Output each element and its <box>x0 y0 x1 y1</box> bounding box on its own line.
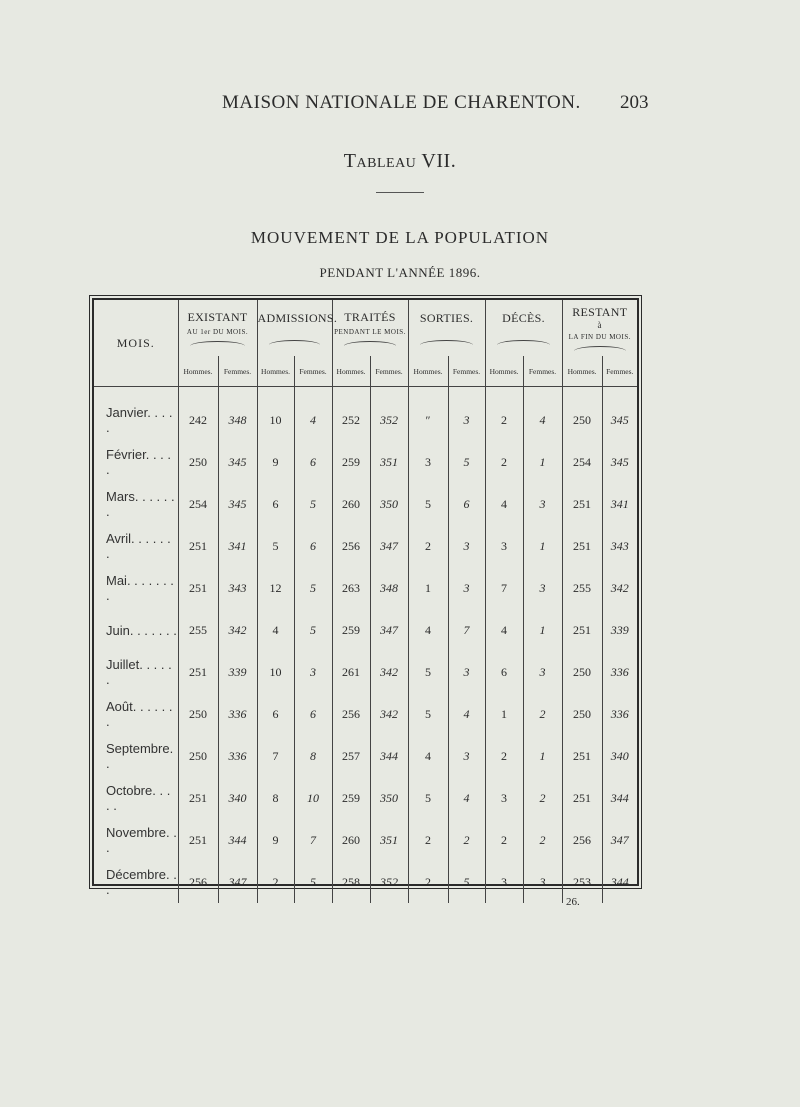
value-cell: 3 <box>448 525 485 567</box>
page-subtitle: PENDANT L'ANNÉE 1896. <box>319 265 481 280</box>
value-cell: 1 <box>408 567 448 609</box>
value-cell: 259 <box>332 441 370 483</box>
value-cell: 342 <box>370 651 408 693</box>
value-cell: 255 <box>562 567 602 609</box>
month-cell: Février. . . . . <box>106 447 172 477</box>
value-cell: 4 <box>448 777 485 819</box>
value-cell: 250 <box>562 399 602 441</box>
value-cell: 3 <box>485 861 523 903</box>
value-cell: 7 <box>448 609 485 651</box>
value-cell: 260 <box>332 483 370 525</box>
header-sorties-label: SORTIES. <box>419 310 474 325</box>
value-cell: 258 <box>332 861 370 903</box>
value-cell: 341 <box>218 525 257 567</box>
population-table-frame <box>92 298 639 897</box>
value-cell: 251 <box>562 735 602 777</box>
value-cell: 350 <box>370 483 408 525</box>
table-row <box>94 399 637 441</box>
value-cell: 3 <box>408 441 448 483</box>
value-cell: 6 <box>257 693 294 735</box>
brace-divider <box>190 341 245 346</box>
subheader-femmes: Femmes. <box>218 356 257 387</box>
value-cell: 1 <box>485 693 523 735</box>
value-cell: 251 <box>562 609 602 651</box>
month-cell: Mai. . . . . . . . <box>106 573 174 603</box>
value-cell: 351 <box>370 819 408 861</box>
value-cell: 5 <box>408 651 448 693</box>
brace-divider <box>574 346 626 351</box>
value-cell: 5 <box>257 525 294 567</box>
value-cell: 5 <box>294 609 332 651</box>
value-cell: 263 <box>332 567 370 609</box>
value-cell: 5 <box>408 693 448 735</box>
header-existant <box>178 300 257 356</box>
value-cell: 256 <box>332 525 370 567</box>
value-cell: 339 <box>602 609 637 651</box>
subheader-hommes: Hommes. <box>408 356 448 387</box>
title-divider <box>376 192 424 193</box>
value-cell: 10 <box>257 399 294 441</box>
value-cell: 345 <box>602 399 637 441</box>
value-cell: 250 <box>562 693 602 735</box>
value-cell: 250 <box>562 651 602 693</box>
header-deces-label: DÉCÈS. <box>502 310 545 325</box>
value-cell: 9 <box>257 819 294 861</box>
value-cell: 1 <box>523 525 562 567</box>
value-cell: 6 <box>448 483 485 525</box>
value-cell: 4 <box>294 399 332 441</box>
value-cell: 4 <box>448 693 485 735</box>
month-cell: Octobre. . . . . <box>106 783 171 813</box>
value-cell: 8 <box>294 735 332 777</box>
value-cell: 3 <box>294 651 332 693</box>
value-cell: 260 <box>332 819 370 861</box>
value-cell: 1 <box>523 735 562 777</box>
value-cell: 347 <box>602 819 637 861</box>
value-cell: 8 <box>257 777 294 819</box>
brace-divider <box>344 341 397 346</box>
value-cell: 352 <box>370 399 408 441</box>
value-cell: 251 <box>178 567 218 609</box>
table-row <box>94 735 637 777</box>
value-cell: 242 <box>178 399 218 441</box>
value-cell: 336 <box>218 735 257 777</box>
value-cell: 347 <box>370 609 408 651</box>
brace-divider <box>420 340 473 345</box>
value-cell: 3 <box>485 777 523 819</box>
brace-divider <box>497 340 550 345</box>
header-deces <box>485 300 562 356</box>
month-cell: Décembre. . . <box>106 867 177 897</box>
header-existant-label: EXISTANT <box>187 309 248 324</box>
header-restant-label: RESTANT <box>572 304 628 319</box>
value-cell: 7 <box>294 819 332 861</box>
value-cell: 345 <box>218 441 257 483</box>
value-cell: 251 <box>178 777 218 819</box>
value-cell: 251 <box>178 651 218 693</box>
subheader-femmes: Femmes. <box>294 356 332 387</box>
value-cell: 4 <box>408 609 448 651</box>
table-row <box>94 651 637 693</box>
value-cell: 6 <box>294 441 332 483</box>
value-cell: 3 <box>448 399 485 441</box>
value-cell: 251 <box>178 819 218 861</box>
value-cell: 2 <box>485 819 523 861</box>
value-cell: 7 <box>257 735 294 777</box>
value-cell: 251 <box>562 777 602 819</box>
value-cell: 1 <box>523 609 562 651</box>
header-traites-sub: PENDANT LE MOIS. <box>334 328 406 337</box>
value-cell: 251 <box>562 525 602 567</box>
table-row <box>94 693 637 735</box>
value-cell: 2 <box>408 819 448 861</box>
value-cell: 343 <box>218 567 257 609</box>
table-row <box>94 567 637 609</box>
table-row <box>94 483 637 525</box>
value-cell: 4 <box>523 399 562 441</box>
month-cell: Novembre. . . <box>106 825 177 855</box>
value-cell: 341 <box>602 483 637 525</box>
value-cell: 253 <box>562 861 602 903</box>
value-cell: 2 <box>523 777 562 819</box>
value-cell: 348 <box>370 567 408 609</box>
value-cell: 5 <box>294 861 332 903</box>
value-cell: 4 <box>257 609 294 651</box>
table-label: Tableau VII. <box>343 150 457 172</box>
header-admissions <box>257 300 338 356</box>
value-cell: 10 <box>294 777 332 819</box>
month-cell: Avril. . . . . . . <box>106 531 171 561</box>
header-mois: MOIS. <box>94 300 178 387</box>
header-restant-a: à <box>597 320 603 331</box>
value-cell: 347 <box>370 525 408 567</box>
value-cell: 4 <box>485 609 523 651</box>
value-cell: 336 <box>602 693 637 735</box>
value-cell: 5 <box>408 483 448 525</box>
value-cell: 336 <box>218 693 257 735</box>
value-cell: 257 <box>332 735 370 777</box>
value-cell: 342 <box>370 693 408 735</box>
table-row <box>94 441 637 483</box>
value-cell: 250 <box>178 735 218 777</box>
value-cell: ″ <box>408 399 448 441</box>
value-cell: 3 <box>523 861 562 903</box>
value-cell: 344 <box>218 819 257 861</box>
value-cell: 256 <box>562 819 602 861</box>
value-cell: 4 <box>485 483 523 525</box>
value-cell: 251 <box>178 525 218 567</box>
value-cell: 7 <box>485 567 523 609</box>
value-cell: 344 <box>602 777 637 819</box>
header-traites <box>332 300 408 356</box>
table-row <box>94 861 637 903</box>
month-cell: Août. . . . . . . <box>106 699 173 729</box>
value-cell: 348 <box>218 399 257 441</box>
value-cell: 252 <box>332 399 370 441</box>
value-cell: 344 <box>602 861 637 903</box>
population-table <box>94 300 637 903</box>
value-cell: 6 <box>294 693 332 735</box>
value-cell: 2 <box>523 693 562 735</box>
table-row <box>94 777 637 819</box>
value-cell: 2 <box>448 819 485 861</box>
value-cell: 254 <box>562 441 602 483</box>
value-cell: 2 <box>485 441 523 483</box>
header-restant <box>562 300 637 356</box>
value-cell: 259 <box>332 609 370 651</box>
value-cell: 2 <box>523 819 562 861</box>
value-cell: 5 <box>448 861 485 903</box>
subheader-femmes: Femmes. <box>602 356 637 387</box>
table-row <box>94 525 637 567</box>
signature-mark: 26. <box>566 896 580 908</box>
value-cell: 340 <box>602 735 637 777</box>
page-title: MOUVEMENT DE LA POPULATION <box>250 228 550 247</box>
value-cell: 347 <box>218 861 257 903</box>
value-cell: 343 <box>602 525 637 567</box>
month-cell: Juin. . . . . . . <box>106 622 177 638</box>
header-admissions-label: ADMISSIONS. <box>257 310 338 325</box>
value-cell: 3 <box>448 651 485 693</box>
table-body <box>94 387 637 904</box>
value-cell: 2 <box>485 399 523 441</box>
value-cell: 3 <box>448 735 485 777</box>
value-cell: 2 <box>257 861 294 903</box>
subheader-hommes: Hommes. <box>332 356 370 387</box>
value-cell: 5 <box>448 441 485 483</box>
subheader-hommes: Hommes. <box>257 356 294 387</box>
value-cell: 5 <box>294 567 332 609</box>
value-cell: 2 <box>408 525 448 567</box>
subheader-hommes: Hommes. <box>485 356 523 387</box>
value-cell: 10 <box>257 651 294 693</box>
value-cell: 256 <box>178 861 218 903</box>
value-cell: 254 <box>178 483 218 525</box>
value-cell: 352 <box>370 861 408 903</box>
value-cell: 344 <box>370 735 408 777</box>
table-row <box>94 609 637 651</box>
subheader-hommes: Hommes. <box>178 356 218 387</box>
value-cell: 351 <box>370 441 408 483</box>
value-cell: 256 <box>332 693 370 735</box>
month-cell: Mars. . . . . . . <box>106 489 175 519</box>
value-cell: 5 <box>408 777 448 819</box>
value-cell: 342 <box>218 609 257 651</box>
value-cell: 345 <box>218 483 257 525</box>
value-cell: 251 <box>562 483 602 525</box>
month-cell: Janvier. . . . . <box>106 405 173 435</box>
value-cell: 336 <box>602 651 637 693</box>
table-row <box>94 819 637 861</box>
header-existant-sub: AU 1er DU MOIS. <box>186 328 249 337</box>
month-cell: Juillet. . . . . . <box>106 657 172 687</box>
value-cell: 250 <box>178 441 218 483</box>
value-cell: 3 <box>523 483 562 525</box>
page-number: 203 <box>620 92 649 113</box>
subheader-femmes: Femmes. <box>523 356 562 387</box>
value-cell: 2 <box>485 735 523 777</box>
value-cell: 250 <box>178 693 218 735</box>
subheader-hommes: Hommes. <box>562 356 602 387</box>
value-cell: 6 <box>257 483 294 525</box>
value-cell: 4 <box>408 735 448 777</box>
value-cell: 3 <box>485 525 523 567</box>
header-restant-sub: LA FIN DU MOIS. <box>568 333 631 342</box>
value-cell: 3 <box>523 651 562 693</box>
value-cell: 2 <box>408 861 448 903</box>
value-cell: 9 <box>257 441 294 483</box>
value-cell: 6 <box>294 525 332 567</box>
month-cell: Septembre. . <box>106 741 174 771</box>
value-cell: 350 <box>370 777 408 819</box>
value-cell: 340 <box>218 777 257 819</box>
value-cell: 345 <box>602 441 637 483</box>
value-cell: 1 <box>523 441 562 483</box>
value-cell: 3 <box>448 567 485 609</box>
value-cell: 259 <box>332 777 370 819</box>
value-cell: 3 <box>523 567 562 609</box>
value-cell: 12 <box>257 567 294 609</box>
value-cell: 342 <box>602 567 637 609</box>
running-head: MAISON NATIONALE DE CHARENTON. <box>222 92 581 113</box>
value-cell: 5 <box>294 483 332 525</box>
value-cell: 339 <box>218 651 257 693</box>
subheader-femmes: Femmes. <box>370 356 408 387</box>
value-cell: 261 <box>332 651 370 693</box>
subheader-femmes: Femmes. <box>448 356 485 387</box>
value-cell: 6 <box>485 651 523 693</box>
header-traites-label: TRAITÉS <box>344 309 396 324</box>
value-cell: 255 <box>178 609 218 651</box>
brace-divider <box>269 340 321 345</box>
header-sorties <box>408 300 485 356</box>
